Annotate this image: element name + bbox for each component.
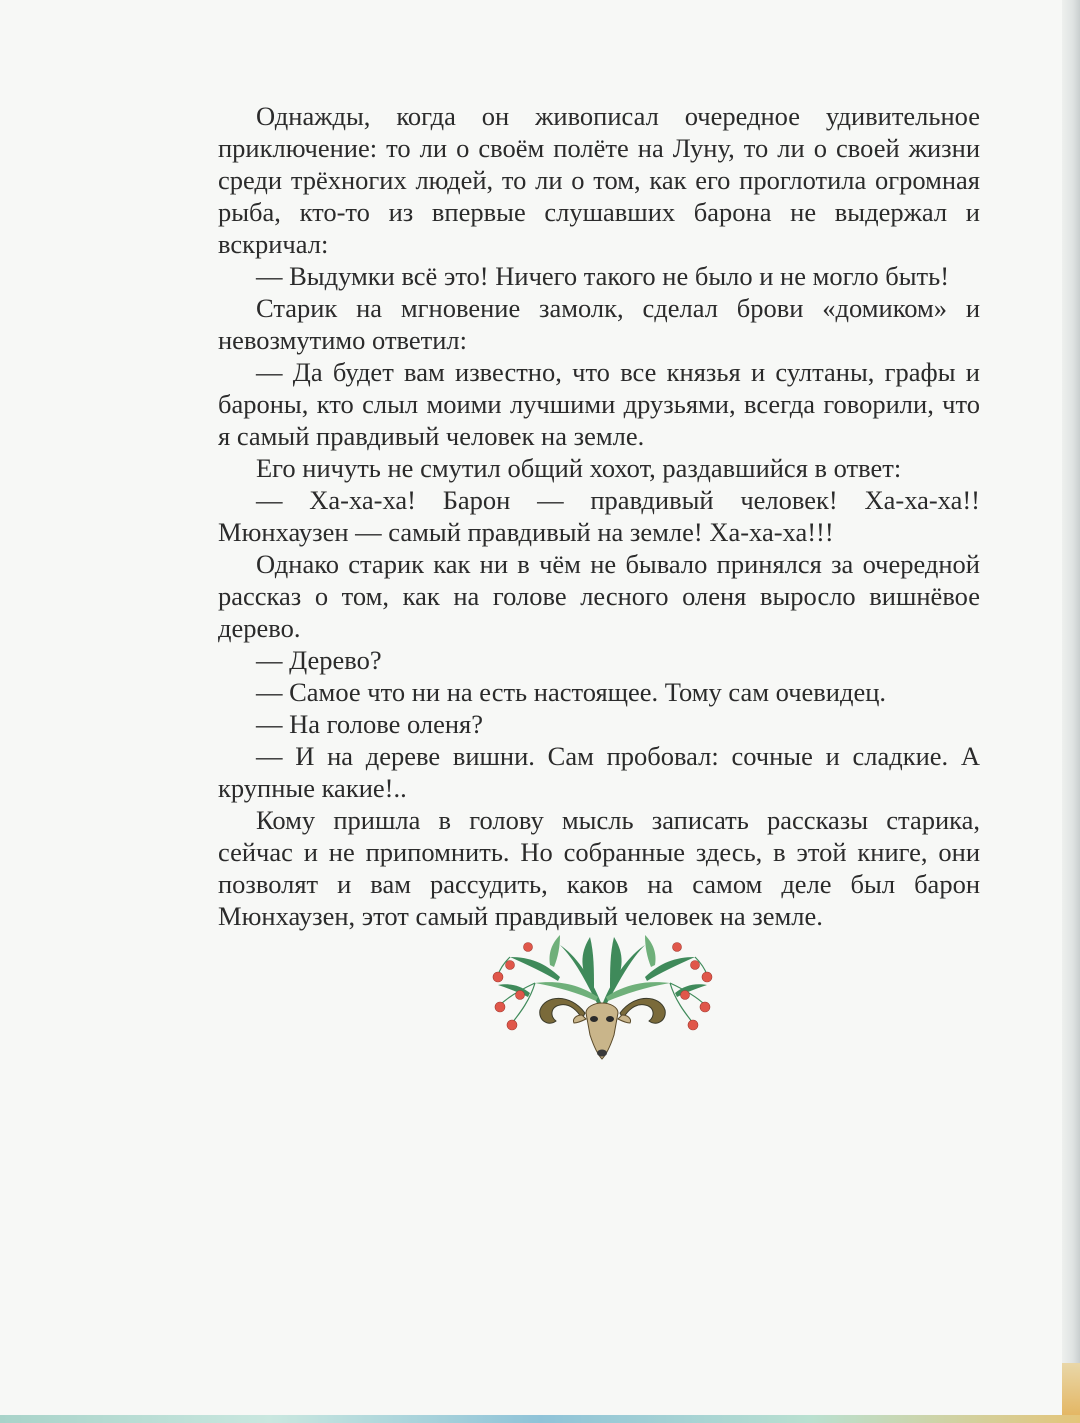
paragraph-1: Однажды, когда он живописал очередное удивительное приключение: то ли о своём полёте на Луну, то ли о своей жизни среди трёхногих людей, то ли о том, как его проглотила огромная рыба, кто-то из впервые слушавших барона не выдержал и вскричал:	[218, 101, 980, 259]
paragraph-8: — Дерево?	[256, 645, 382, 675]
paragraph-4: — Да будет вам известно, что все князья и султаны, графы и бароны, кто слыл моими лучшими друзьями, всегда говорили, что я самый правдивый человек на земле.	[218, 357, 980, 451]
text-block	[218, 100, 980, 932]
paragraph-11: — И на дереве вишни. Сам пробовал: сочные и сладкие. А крупные какие!..	[218, 741, 980, 803]
page-edge	[1062, 0, 1080, 1423]
paragraph-9: — Самое что ни на есть настоящее. Тому сам очевидец.	[256, 677, 887, 707]
deer-with-cherry-tree-icon	[490, 935, 715, 1065]
paragraph-5: Его ничуть не смутил общий хохот, раздавшийся в ответ:	[256, 453, 902, 483]
paragraph-2: — Выдумки всё это! Ничего такого не было и не могло быть!	[256, 261, 950, 291]
paragraph-10: — На голове оленя?	[256, 709, 483, 739]
page-corner	[1062, 1363, 1080, 1423]
paragraph-3: Старик на мгновение замолк, сделал брови «домиком» и невозмутимо ответил:	[218, 293, 980, 355]
paragraph-7: Однако старик как ни в чём не бывало принялся за очередной рассказ о том, как на голове лесного оленя выросло вишнёвое дерево.	[218, 549, 980, 643]
paragraph-6: — Ха-ха-ха! Барон — правдивый человек! Ха-ха-ха!! Мюнхаузен — самый правдивый на земле! Ха-ха-ха!!!	[218, 485, 980, 547]
paragraph-12: Кому пришла в голову мысль записать рассказы старика, сейчас и не припомнить. Но собранные здесь, в этой книге, они позволят и вам рассудить, каков на самом деле был барон Мюнхаузен, этот самый правдивый человек на земле.	[218, 805, 980, 931]
bottom-color-strip	[0, 1415, 1080, 1423]
